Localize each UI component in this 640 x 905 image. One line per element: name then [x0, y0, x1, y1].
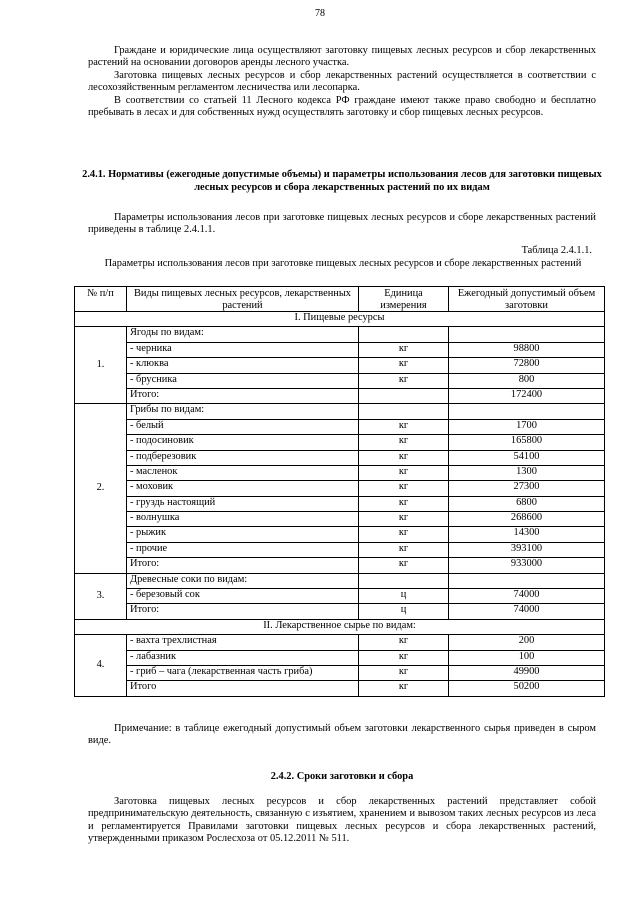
- row-number: 2.: [75, 404, 127, 573]
- table-section-row: [75, 312, 605, 327]
- table-row: [75, 342, 605, 357]
- table-row: [75, 481, 605, 496]
- section-paragraph: Параметры использования лесов при заготовке пищевых лесных ресурсов и сборе лекарственных растений приведены в таблице 2.4.1.1.: [88, 212, 596, 236]
- cell-volume: 72800: [449, 358, 605, 373]
- cell-volume: 14300: [449, 527, 605, 542]
- cell-volume: 27300: [449, 481, 605, 496]
- section-heading: 2.4.1. Нормативы (ежегодные допустимые объемы) и параметры использования лесов для заготовки пищевых лесных ресурсов и сбора лекарственных растений по их видам: [82, 169, 602, 193]
- cell-volume: 98800: [449, 342, 605, 357]
- table-row: [75, 512, 605, 527]
- row-number: 1.: [75, 327, 127, 404]
- cell-volume: 54100: [449, 450, 605, 465]
- cell-unit: ц: [359, 604, 449, 619]
- cell-kind: Ягоды по видам:: [127, 327, 359, 342]
- cell-volume: 74000: [449, 589, 605, 604]
- cell-unit: [359, 573, 449, 588]
- cell-kind: - клюква: [127, 358, 359, 373]
- cell-kind: - брусника: [127, 373, 359, 388]
- cell-unit: кг: [359, 435, 449, 450]
- cell-kind: Итого: [127, 681, 359, 696]
- header-unit: Единица измерения: [359, 287, 449, 312]
- cell-volume: 100: [449, 650, 605, 665]
- cell-kind: - белый: [127, 419, 359, 434]
- cell-volume: 393100: [449, 542, 605, 557]
- table-row: [75, 681, 605, 696]
- table-note: [88, 723, 596, 748]
- cell-kind: - березовый сок: [127, 589, 359, 604]
- cell-unit: кг: [359, 650, 449, 665]
- cell-kind: - рыжик: [127, 527, 359, 542]
- cell-volume: 800: [449, 373, 605, 388]
- row-number: 3.: [75, 573, 127, 619]
- table-label: Таблица 2.4.1.1.: [521, 245, 592, 256]
- table-row: [75, 450, 605, 465]
- table-row: [75, 542, 605, 557]
- cell-unit: [359, 388, 449, 403]
- cell-kind: - прочие: [127, 542, 359, 557]
- cell-unit: кг: [359, 542, 449, 557]
- table-header-row: [75, 287, 605, 312]
- cell-volume: 268600: [449, 512, 605, 527]
- cell-volume: 933000: [449, 558, 605, 573]
- cell-volume: [449, 327, 605, 342]
- table-row: [75, 358, 605, 373]
- table-caption: Параметры использования лесов при заготовке пищевых лесных ресурсов и сборе лекарственных растений: [104, 258, 582, 269]
- section-text: [88, 212, 596, 237]
- table-row: [75, 665, 605, 680]
- header-kind: Виды пищевых лесных ресурсов, лекарственных растений: [127, 287, 359, 312]
- cell-unit: [359, 404, 449, 419]
- table-row: [75, 388, 605, 403]
- cell-kind: Итого:: [127, 558, 359, 573]
- cell-unit: кг: [359, 450, 449, 465]
- cell-kind: Грибы по видам:: [127, 404, 359, 419]
- table-row: [75, 419, 605, 434]
- table-row: [75, 327, 605, 342]
- table-row: [75, 589, 605, 604]
- cell-unit: кг: [359, 342, 449, 357]
- cell-kind: - вахта трехлистная: [127, 635, 359, 650]
- cell-kind: - подберезовик: [127, 450, 359, 465]
- cell-unit: кг: [359, 512, 449, 527]
- cell-unit: кг: [359, 373, 449, 388]
- resources-table: [74, 286, 605, 697]
- page-number: 78: [315, 8, 325, 19]
- cell-kind: - волнушка: [127, 512, 359, 527]
- subsection-heading: 2.4.2. Сроки заготовки и сбора: [270, 771, 414, 782]
- table-row: [75, 496, 605, 511]
- row-number: 4.: [75, 635, 127, 697]
- cell-volume: [449, 573, 605, 588]
- cell-volume: 50200: [449, 681, 605, 696]
- cell-volume: 172400: [449, 388, 605, 403]
- cell-kind: - моховик: [127, 481, 359, 496]
- final-text: [88, 796, 596, 846]
- table-row: [75, 558, 605, 573]
- cell-kind: Итого:: [127, 604, 359, 619]
- header-num: № п/п: [75, 287, 127, 312]
- cell-unit: кг: [359, 527, 449, 542]
- cell-kind: - подосиновик: [127, 435, 359, 450]
- cell-unit: кг: [359, 481, 449, 496]
- cell-kind: - масленок: [127, 465, 359, 480]
- cell-volume: 6800: [449, 496, 605, 511]
- section-food: I. Пищевые ресурсы: [75, 312, 605, 327]
- intro-paragraph-2: Заготовка пищевых лесных ресурсов и сбор лекарственных растений осуществляется в соответствии с лесохозяйственным регламентом лесничества или лесопарка.: [88, 69, 596, 94]
- note-text: Примечание: в таблице ежегодный допустимый объем заготовки лекарственного сырья приведен в сыром виде.: [88, 723, 596, 747]
- table-row: [75, 650, 605, 665]
- table-row: [75, 435, 605, 450]
- cell-volume: 165800: [449, 435, 605, 450]
- cell-unit: кг: [359, 465, 449, 480]
- cell-kind: - груздь настоящий: [127, 496, 359, 511]
- cell-volume: 1700: [449, 419, 605, 434]
- table-row: [75, 465, 605, 480]
- cell-volume: 1300: [449, 465, 605, 480]
- header-volume: Ежегодный допустимый объем заготовки: [449, 287, 605, 312]
- cell-kind: Древесные соки по видам:: [127, 573, 359, 588]
- table-row: [75, 527, 605, 542]
- cell-kind: - лабазник: [127, 650, 359, 665]
- cell-unit: [359, 327, 449, 342]
- cell-unit: кг: [359, 358, 449, 373]
- table-row: [75, 604, 605, 619]
- final-paragraph: Заготовка пищевых лесных ресурсов и сбор лекарственных растений представляет собой предпринимательскую деятельность, связанную с изъятием, хранением и вывозом таких лесных ресурсов из леса и регламентируется Правилами заготовки пищевых лесных ресурсов и сбора лекарственных растений, утвержденными приказом Рослесхоза от 05.12.2011 № 511.: [88, 796, 596, 845]
- section-medicinal: II. Лекарственное сырье по видам:: [75, 619, 605, 634]
- cell-kind: Итого:: [127, 388, 359, 403]
- cell-volume: 49900: [449, 665, 605, 680]
- cell-unit: кг: [359, 496, 449, 511]
- cell-unit: ц: [359, 589, 449, 604]
- intro-text: [88, 45, 596, 119]
- cell-kind: - черника: [127, 342, 359, 357]
- intro-paragraph-3: В соответствии со статьей 11 Лесного кодекса РФ граждане имеют также право свободно и бесплатно пребывать в лесах и для собственных нужд осуществлять заготовку и сбор пищевых лесных ресурсов.: [88, 94, 596, 119]
- table-row: [75, 635, 605, 650]
- intro-paragraph-1: Граждане и юридические лица осуществляют заготовку пищевых лесных ресурсов и сбор лекарственных растений на основании договоров аренды лесного участка.: [88, 45, 596, 69]
- cell-volume: 74000: [449, 604, 605, 619]
- cell-kind: - гриб – чага (лекарственная часть гриба): [127, 665, 359, 680]
- cell-volume: 200: [449, 635, 605, 650]
- table-row: [75, 573, 605, 588]
- cell-volume: [449, 404, 605, 419]
- table-row: [75, 404, 605, 419]
- table-section-row: [75, 619, 605, 634]
- cell-unit: кг: [359, 558, 449, 573]
- cell-unit: кг: [359, 635, 449, 650]
- cell-unit: кг: [359, 665, 449, 680]
- table-row: [75, 373, 605, 388]
- cell-unit: кг: [359, 681, 449, 696]
- cell-unit: кг: [359, 419, 449, 434]
